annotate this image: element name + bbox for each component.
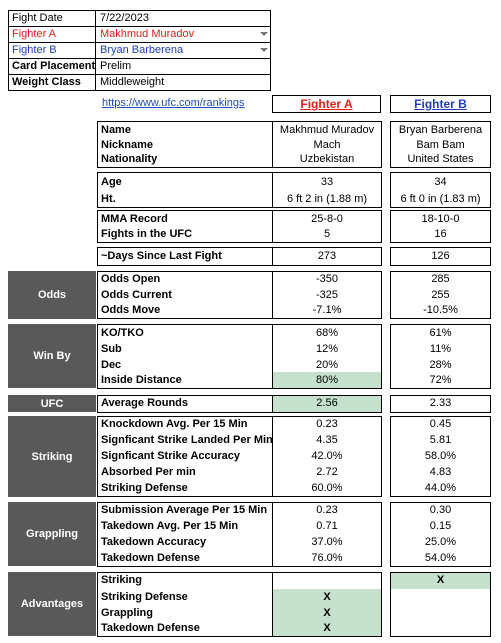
nationality-a: Uzbekistan — [299, 153, 355, 165]
submission-avg-label: Submission Average Per 15 Min — [101, 504, 268, 516]
ufc-section-header: UFC — [8, 395, 96, 412]
striking-defense-b: 44.0% — [424, 482, 457, 494]
sig-strike-landed-a: 4.35 — [316, 434, 338, 446]
odds-open-a: -350 — [315, 273, 339, 285]
adv-striking-b: X — [436, 574, 445, 586]
adv-striking-defense-a: X — [323, 591, 331, 603]
sig-strike-landed-label: Signficant Strike Landed Per Min — [101, 434, 273, 446]
name-a: Makhmud Muradov — [279, 124, 375, 136]
sig-strike-accuracy-label: Signficant Strike Accuracy — [101, 450, 240, 462]
dec-a: 20% — [315, 359, 339, 371]
ko-tko-b: 61% — [429, 327, 452, 339]
odds-section-header: Odds — [8, 271, 96, 319]
nationality-b: United States — [407, 153, 474, 165]
sig-strike-accuracy-a: 42.0% — [311, 450, 343, 462]
sub-b: 11% — [429, 343, 452, 355]
win-by-section-header: Win By — [8, 324, 96, 388]
average-rounds-a: 2.56 — [316, 397, 338, 409]
age-b: 34 — [434, 176, 447, 188]
submission-avg-a: 0.23 — [316, 504, 338, 516]
fight-info-table — [8, 10, 271, 91]
height-b: 6 ft 0 in (1.83 m) — [400, 193, 481, 205]
fight-date-label: Fight Date — [12, 12, 63, 24]
chevron-down-icon[interactable] — [260, 32, 268, 36]
absorbed-per-min-b: 4.83 — [429, 466, 452, 478]
mma-record-a: 25-8-0 — [311, 213, 343, 225]
fighter-b-header-label: Fighter B — [414, 97, 467, 111]
fight-date-value[interactable]: 7/22/2023 — [100, 12, 149, 24]
nationality-label: Nationality — [101, 153, 158, 165]
adv-grappling-label: Grappling — [101, 607, 153, 619]
ufc-fights-label: Fights in the UFC — [101, 228, 193, 240]
adv-striking-defense-label: Striking Defense — [101, 591, 188, 603]
card-placement-label: Card Placement — [12, 60, 96, 72]
odds-move-label: Odds Move — [101, 304, 161, 316]
ufc-fights-a: 5 — [323, 228, 331, 240]
sub-label: Sub — [101, 343, 122, 355]
weight-class-label: Weight Class — [12, 76, 81, 88]
takedown-defense-label: Takedown Defense — [101, 552, 200, 564]
odds-current-label: Odds Current — [101, 289, 172, 301]
absorbed-per-min-a: 2.72 — [316, 466, 338, 478]
average-rounds-label: Average Rounds — [101, 397, 189, 409]
nickname-label: Nickname — [101, 139, 153, 151]
name-b: Bryan Barberena — [398, 124, 483, 136]
odds-current-a: -325 — [315, 289, 339, 301]
fighter-a-select[interactable]: Makhmud Muradov — [100, 28, 195, 40]
fighter-b-label: Fighter B — [12, 44, 57, 56]
odds-open-b: 285 — [431, 273, 450, 285]
absorbed-per-min-label: Absorbed Per min — [101, 466, 196, 478]
takedown-avg-b: 0.15 — [429, 520, 452, 532]
striking-defense-a: 60.0% — [311, 482, 343, 494]
odds-current-b: 255 — [431, 289, 450, 301]
grappling-section-header: Grappling — [8, 502, 96, 566]
striking-section-header: Striking — [8, 416, 96, 497]
inside-distance-a: 80% — [315, 374, 339, 386]
average-rounds-b: 2.33 — [429, 397, 452, 409]
age-a: 33 — [320, 176, 334, 188]
sub-a: 12% — [315, 343, 339, 355]
height-label: Ht. — [101, 193, 116, 205]
takedown-avg-a: 0.71 — [316, 520, 338, 532]
takedown-accuracy-b: 25.0% — [424, 536, 457, 548]
knockdown-avg-b: 0.45 — [429, 418, 452, 430]
fighter-a-header-label: Fighter A — [300, 97, 353, 111]
adv-takedown-defense-a: X — [323, 622, 331, 634]
fighter-b-select[interactable]: Bryan Barberena — [100, 44, 184, 56]
chevron-down-icon[interactable] — [260, 48, 268, 52]
odds-move-b: -10.5% — [423, 304, 458, 316]
submission-avg-b: 0.30 — [429, 504, 452, 516]
striking-defense-label: Striking Defense — [101, 482, 188, 494]
days-since-label: ~Days Since Last Fight — [101, 250, 222, 262]
inside-distance-label: Inside Distance — [101, 374, 182, 386]
days-since-b: 126 — [431, 250, 450, 262]
dec-b: 28% — [429, 359, 452, 371]
odds-open-label: Odds Open — [101, 273, 161, 285]
ufc-rankings-link[interactable]: https://www.ufc.com/rankings — [102, 97, 245, 109]
adv-striking-label: Striking — [101, 574, 142, 586]
mma-record-b: 18-10-0 — [421, 213, 460, 225]
dec-label: Dec — [101, 359, 122, 371]
name-label: Name — [101, 124, 131, 136]
card-placement-value[interactable]: Prelim — [100, 60, 132, 72]
weight-class-value[interactable]: Middleweight — [100, 76, 165, 88]
ko-tko-a: 68% — [315, 327, 339, 339]
ko-tko-label: KO/TKO — [101, 327, 144, 339]
days-since-a: 273 — [317, 250, 337, 262]
takedown-avg-label: Takedown Avg. Per 15 Min — [101, 520, 239, 532]
nickname-b: Bam Bam — [416, 139, 465, 151]
inside-distance-b: 72% — [429, 374, 452, 386]
odds-move-a: -7.1% — [312, 304, 342, 316]
adv-grappling-a: X — [323, 607, 331, 619]
takedown-accuracy-label: Takedown Accuracy — [101, 536, 207, 548]
takedown-defense-b: 54.0% — [424, 552, 457, 564]
sig-strike-landed-b: 5.81 — [429, 434, 452, 446]
fighter-a-label: Fighter A — [12, 28, 57, 40]
takedown-accuracy-a: 37.0% — [311, 536, 343, 548]
adv-takedown-defense-label: Takedown Defense — [101, 622, 200, 634]
nickname-a: Mach — [313, 139, 341, 151]
knockdown-avg-a: 0.23 — [316, 418, 338, 430]
knockdown-avg-label: Knockdown Avg. Per 15 Min — [101, 418, 248, 430]
age-label: Age — [101, 176, 122, 188]
takedown-defense-a: 76.0% — [311, 552, 343, 564]
height-a: 6 ft 2 in (1.88 m) — [286, 193, 368, 205]
ufc-fights-b: 16 — [434, 228, 447, 240]
sig-strike-accuracy-b: 58.0% — [424, 450, 457, 462]
advantages-section-header: Advantages — [8, 572, 96, 636]
mma-record-label: MMA Record — [101, 213, 168, 225]
